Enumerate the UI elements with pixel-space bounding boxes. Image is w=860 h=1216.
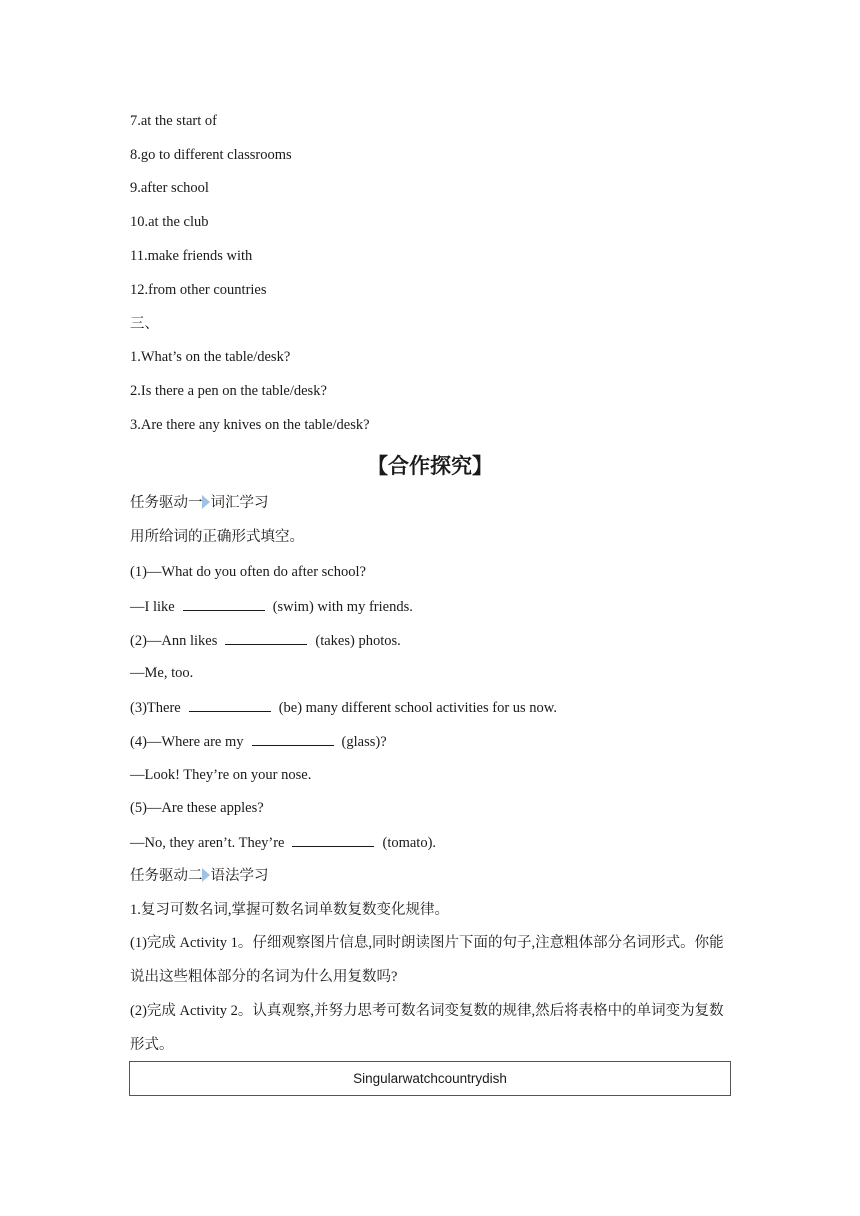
task-one-prefix: 任务驱动一 [130, 495, 203, 511]
plural-table-row: Singularwatchcountrydish [129, 1061, 731, 1096]
question-text: (takes) photos. [315, 633, 401, 649]
question-text: (swim) with my friends. [272, 599, 413, 615]
question-text: (glass)? [341, 734, 387, 750]
answer-blank[interactable] [252, 731, 334, 746]
phrase-item: 10.at the club [130, 214, 209, 230]
question-text: (2)—Ann likes [130, 633, 218, 649]
question-text: (be) many different school activities for us now. [278, 700, 557, 716]
question-line [130, 630, 401, 651]
question-text: (4)—Where are my [130, 734, 244, 750]
question-text: —No, they aren’t. They’re [130, 835, 285, 851]
question-line [130, 731, 387, 752]
answer-blank[interactable] [225, 630, 307, 645]
question-text: —I like [130, 599, 175, 615]
task-two-title [130, 866, 269, 886]
task-two-prefix: 任务驱动二 [130, 868, 203, 884]
question-text: (tomato). [382, 835, 437, 851]
question-line: —Look! They’re on your nose. [130, 767, 312, 783]
task-two-suffix: 语法学习 [210, 868, 269, 884]
phrase-item: 9.after school [130, 180, 209, 196]
section-heading: 【合作探究】 [367, 454, 493, 478]
task-one-title [130, 493, 269, 513]
answer-blank[interactable] [189, 697, 271, 712]
phrase-item: 8.go to different classrooms [130, 147, 292, 163]
question-line [130, 697, 557, 718]
question-text: (3)There [130, 700, 181, 716]
task-one-instruction: 用所给词的正确形式填空。 [130, 529, 304, 545]
question-line [130, 596, 413, 617]
answer-blank[interactable] [292, 832, 374, 847]
arrow-icon [202, 868, 210, 882]
activity-one-paragraph: (1)完成 Activity 1。仔细观察图片信息,同时朗读图片下面的句子,注意粗体部分名词形式。你能说出这些粗体部分的名词为什么用复数吗? [130, 935, 724, 985]
question-line: (1)—What do you often do after school? [130, 564, 366, 580]
section-three-label: 三、 [130, 316, 159, 332]
question-line: (5)—Are these apples? [130, 800, 264, 816]
activity-two-paragraph: (2)完成 Activity 2。认真观察,并努力思考可数名词变复数的规律,然后将表格中的单词变为复数形式。 [130, 1003, 724, 1053]
phrase-item: 12.from other countries [130, 282, 267, 298]
question-line: —Me, too. [130, 665, 194, 681]
answer-blank[interactable] [183, 596, 265, 611]
phrase-item: 11.make friends with [130, 248, 253, 264]
question-line [130, 832, 436, 853]
task-one-suffix: 词汇学习 [210, 495, 269, 511]
sentence-item: 1.What’s on the table/desk? [130, 349, 291, 365]
grammar-point: 1.复习可数名词,掌握可数名词单数复数变化规律。 [130, 902, 449, 918]
arrow-icon [202, 495, 210, 509]
sentence-item: 2.Is there a pen on the table/desk? [130, 383, 327, 399]
phrase-item: 7.at the start of [130, 113, 217, 129]
sentence-item: 3.Are there any knives on the table/desk? [130, 417, 370, 433]
